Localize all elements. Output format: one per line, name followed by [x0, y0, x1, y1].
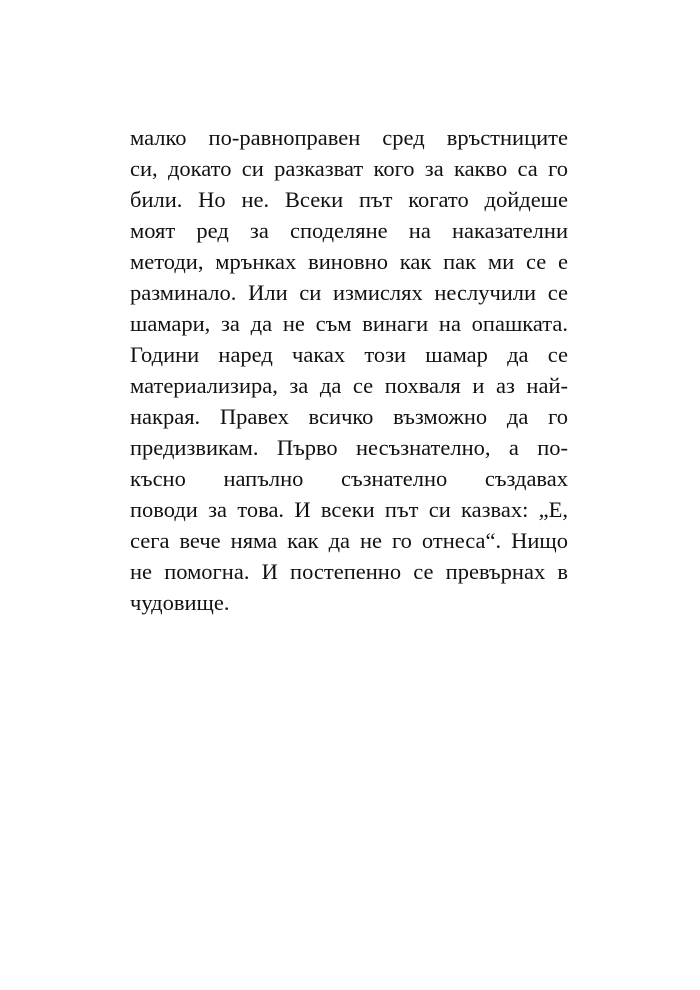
- text-line: не помогна. И постепенно се превърнах в: [130, 559, 568, 584]
- text-line: разминало. Или си измислях неслучили се: [130, 280, 568, 305]
- text-line: чудовище.: [130, 590, 230, 615]
- text-line: малко по-равноправен сред връстниците: [130, 125, 568, 150]
- text-line: шамари, за да не съм винаги на опашката.: [130, 311, 568, 336]
- text-line: моят ред за споделяне на наказателни: [130, 218, 568, 243]
- text-line: методи, мрънках виновно как пак ми се е: [130, 249, 568, 274]
- body-text: [130, 122, 568, 618]
- text-line: били. Но не. Всеки път когато дойдеше: [130, 187, 568, 212]
- text-line: поводи за това. И всеки път си казвах: „Е,: [130, 497, 568, 522]
- text-line: сега вече няма как да не го отнеса“. Нищо: [130, 528, 568, 553]
- text-line: си, докато си разказват кого за какво са го: [130, 156, 568, 181]
- text-line: предизвикам. Първо несъзнателно, а по-: [130, 435, 568, 460]
- text-line: Години наред чаках този шамар да се: [130, 342, 568, 367]
- text-line: материализира, за да се похваля и аз най-: [130, 373, 568, 398]
- text-line: накрая. Правех всичко възможно да го: [130, 404, 568, 429]
- text-line: късно напълно съзнателно създавах: [130, 466, 568, 491]
